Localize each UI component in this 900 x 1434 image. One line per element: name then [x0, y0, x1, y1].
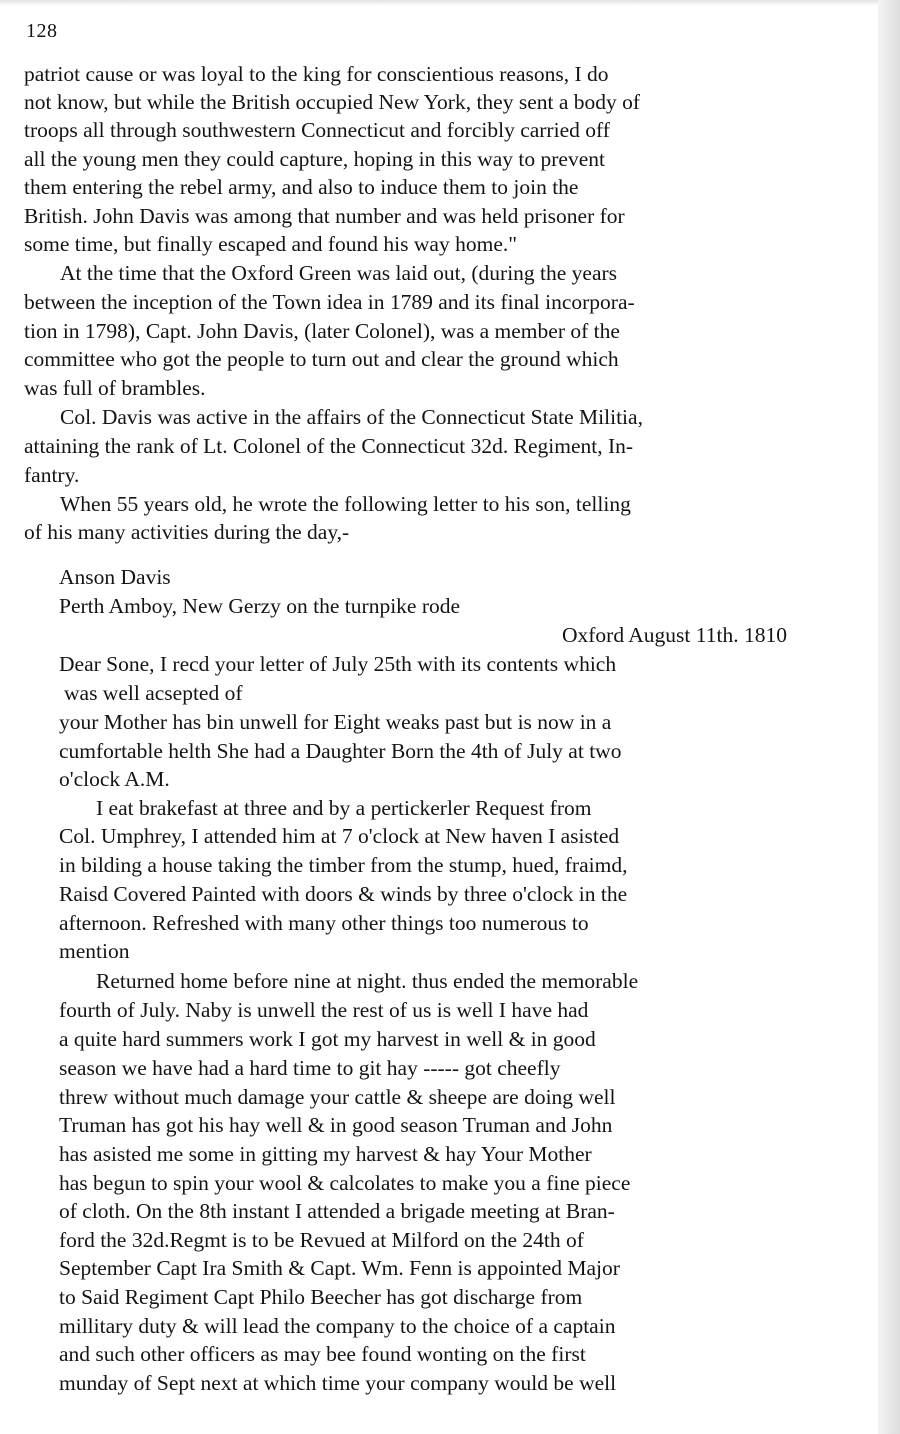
text-line: all the young men they could capture, hoping in this way to prevent: [24, 147, 605, 171]
text-line: Raisd Covered Painted with doors & winds by three o'clock in the: [59, 882, 628, 906]
letter-addressee: Anson Davis: [59, 565, 171, 589]
text-line: between the inception of the Town idea in 1789 and its final incorpora-: [24, 290, 635, 314]
text-line: ford the 32d.Regmt is to be Revued at Milford on the 24th of: [59, 1228, 584, 1252]
text-line: September Capt Ira Smith & Capt. Wm. Fenn is appointed Major: [59, 1256, 620, 1280]
text-line: cumfortable helth She had a Daughter Born the 4th of July at two: [59, 739, 622, 763]
text-line: them entering the rebel army, and also to induce them to join the: [24, 175, 579, 199]
text-line: in bilding a house taking the timber from the stump, hued, fraimd,: [59, 853, 628, 877]
scan-page-edge: [878, 0, 900, 1434]
text-line: a quite hard summers work I got my harvest in well & in good: [59, 1027, 596, 1051]
text-line: o'clock A.M.: [59, 767, 170, 791]
text-line: munday of Sept next at which time your company would be well: [59, 1371, 617, 1395]
text-line: threw without much damage your cattle & sheepe are doing well: [59, 1085, 616, 1109]
text-line: troops all through southwestern Connecticut and forcibly carried off: [24, 118, 610, 142]
text-line: Col. Umphrey, I attended him at 7 o'clock at New haven I asisted: [59, 824, 620, 848]
text-line: Truman has got his hay well & in good season Truman and John: [59, 1113, 613, 1137]
text-line: to Said Regiment Capt Philo Beecher has got discharge from: [59, 1285, 583, 1309]
scan-top-edge: [0, 0, 900, 6]
text-line: and such other officers as may bee found wonting on the first: [59, 1342, 586, 1366]
text-line: of his many activities during the day,-: [24, 520, 350, 544]
text-line: When 55 years old, he wrote the following letter to his son, telling: [60, 492, 631, 516]
letter-salutation: Dear Sone, I recd your letter of July 25th with its contents which: [59, 652, 617, 676]
page-number: 128: [26, 20, 58, 42]
text-line: British. John Davis was among that number and was held prisoner for: [24, 204, 625, 228]
text-line: committee who got the people to turn out and clear the ground which: [24, 347, 619, 371]
text-line: has asisted me some in gitting my harvest & hay Your Mother: [59, 1142, 592, 1166]
text-line: has begun to spin your wool & calcolates to make you a fine piece: [59, 1171, 631, 1195]
text-line: of cloth. On the 8th instant I attended a brigade meeting at Bran-: [59, 1199, 615, 1223]
letter-address: Perth Amboy, New Gerzy on the turnpike rode: [59, 594, 461, 618]
text-line: season we have had a hard time to git hay ----- got cheefly: [59, 1056, 561, 1080]
text-line: I eat brakefast at three and by a pertickerler Request from: [96, 796, 592, 820]
text-line: mention: [59, 939, 130, 963]
text-line: some time, but finally escaped and found his way home.": [24, 232, 518, 256]
text-line: attaining the rank of Lt. Colonel of the Connecticut 32d. Regiment, In-: [24, 434, 634, 458]
text-line: was full of brambles.: [24, 376, 206, 400]
text-line: millitary duty & will lead the company to the choice of a captain: [59, 1314, 616, 1338]
letter-date: Oxford August 11th. 1810: [562, 623, 787, 647]
text-line: not know, but while the British occupied New York, they sent a body of: [24, 90, 641, 114]
text-line: afternoon. Refreshed with many other things too numerous to: [59, 911, 589, 935]
text-line: fourth of July. Naby is unwell the rest of us is well I have had: [59, 998, 589, 1022]
text-line: tion in 1798), Capt. John Davis, (later Colonel), was a member of the: [24, 319, 620, 343]
text-line: was well acsepted of: [64, 681, 243, 705]
text-line: fantry.: [24, 463, 80, 487]
text-line: your Mother has bin unwell for Eight weaks past but is now in a: [59, 710, 612, 734]
text-line: At the time that the Oxford Green was laid out, (during the years: [60, 261, 618, 285]
text-line: Col. Davis was active in the affairs of the Connecticut State Militia,: [60, 405, 643, 429]
text-line: Returned home before nine at night. thus ended the memorable: [96, 969, 639, 993]
text-line: patriot cause or was loyal to the king for conscientious reasons, I do: [24, 62, 609, 86]
